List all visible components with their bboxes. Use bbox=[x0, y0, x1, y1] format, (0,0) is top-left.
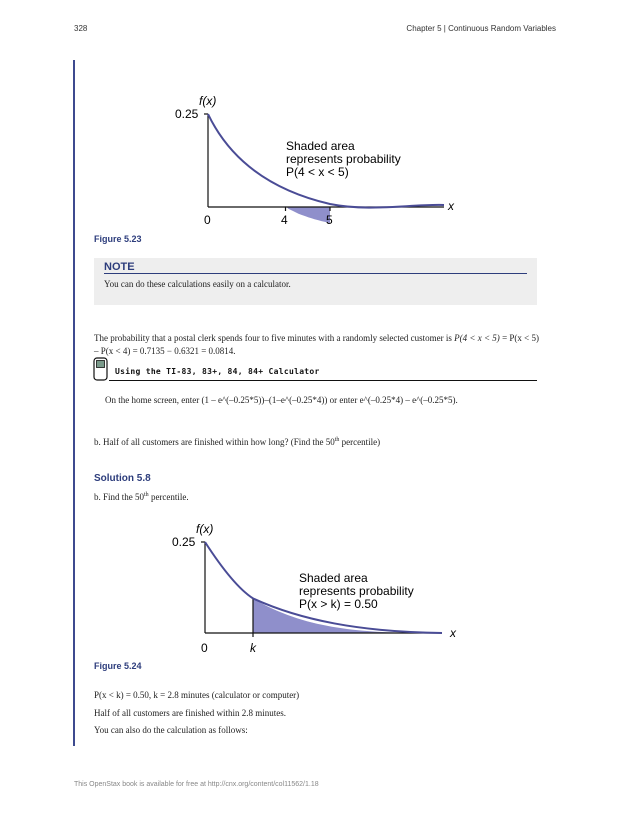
solution-title: Solution 5.8 bbox=[94, 473, 151, 484]
solution-b-text: b. Find the 50 bbox=[94, 492, 145, 502]
solution-b bbox=[94, 489, 189, 504]
chapter-header: Chapter 5 | Continuous Random Variables bbox=[406, 24, 556, 33]
result-line-2: Half of all customers are finished within 2.8 minutes. bbox=[94, 708, 286, 718]
x-tick-label-0: 0 bbox=[201, 641, 208, 655]
y-axis-label: f(x) bbox=[196, 522, 214, 536]
note-text: You can do these calculations easily on a calculator. bbox=[104, 279, 291, 289]
calculator-instruction: On the home screen, enter (1 – e^(–0.25*5))–(1–e^(–0.25*4)) or enter e^(–0.25*4) – e^(–0.25*5). bbox=[105, 395, 458, 405]
annotation-line-3: P(4 < x < 5) bbox=[286, 165, 349, 179]
question-b bbox=[94, 434, 380, 449]
calculator-icon bbox=[93, 357, 109, 382]
figure-caption-5-23: Figure 5.23 bbox=[94, 234, 142, 244]
probability-expr-1: P(4 < x < 5) bbox=[454, 333, 500, 343]
annotation-line-2: represents probability bbox=[286, 152, 401, 166]
page-number: 328 bbox=[74, 24, 88, 33]
shaded-region bbox=[286, 206, 331, 223]
figure-caption-5-24: Figure 5.24 bbox=[94, 661, 142, 671]
x-tick-label-4: 4 bbox=[281, 213, 288, 227]
x-axis-label: x bbox=[450, 626, 456, 640]
calculator-heading: Using the TI-83, 83+, 84, 84+ Calculator bbox=[115, 367, 320, 376]
result-line-3: You can also do the calculation as follows: bbox=[94, 725, 248, 735]
note-title: NOTE bbox=[104, 261, 135, 273]
annotation-line-1: Shaded area bbox=[286, 139, 355, 153]
x-tick-label-0: 0 bbox=[204, 213, 211, 227]
probability-text-1: The probability that a postal clerk spends four to five minutes with a randomly selected customer is bbox=[94, 333, 455, 343]
question-b-superscript: th bbox=[334, 437, 340, 443]
y-tick-label: 0.25 bbox=[172, 535, 196, 549]
probability-text-2: = P(x < 5) – P(x < 4) = 0.7135 − 0.6321 = 0.0814. bbox=[94, 333, 539, 356]
question-b-text-end: percentile) bbox=[339, 437, 381, 447]
y-tick-label: 0.25 bbox=[175, 107, 199, 121]
x-axis-label: x bbox=[448, 199, 454, 213]
figure-5-23-graph bbox=[160, 90, 470, 230]
note-box bbox=[94, 258, 537, 305]
result-line-1: P(x < k) = 0.50, k = 2.8 minutes (calculator or computer) bbox=[94, 690, 300, 700]
probability-paragraph bbox=[94, 332, 540, 358]
question-b-text: b. Half of all customers are finished within how long? (Find the 50 bbox=[94, 437, 335, 447]
solution-b-text-end: percentile. bbox=[148, 492, 189, 502]
footer-text: This OpenStax book is available for free at http://cnx.org/content/col11562/1.18 bbox=[74, 781, 319, 788]
calculator-heading-rule bbox=[109, 380, 537, 381]
x-tick-label-k: k bbox=[250, 641, 256, 655]
solution-b-superscript: th bbox=[144, 492, 149, 498]
left-margin-bar bbox=[73, 60, 75, 746]
annotation-line-3: P(x > k) = 0.50 bbox=[299, 597, 378, 611]
annotation-line-2: represents probability bbox=[299, 584, 414, 598]
y-axis-label: f(x) bbox=[199, 94, 217, 108]
annotation-line-1: Shaded area bbox=[299, 571, 368, 585]
x-tick-label-5: 5 bbox=[326, 213, 333, 227]
figure-5-24-graph bbox=[160, 518, 470, 658]
note-divider bbox=[104, 273, 527, 274]
